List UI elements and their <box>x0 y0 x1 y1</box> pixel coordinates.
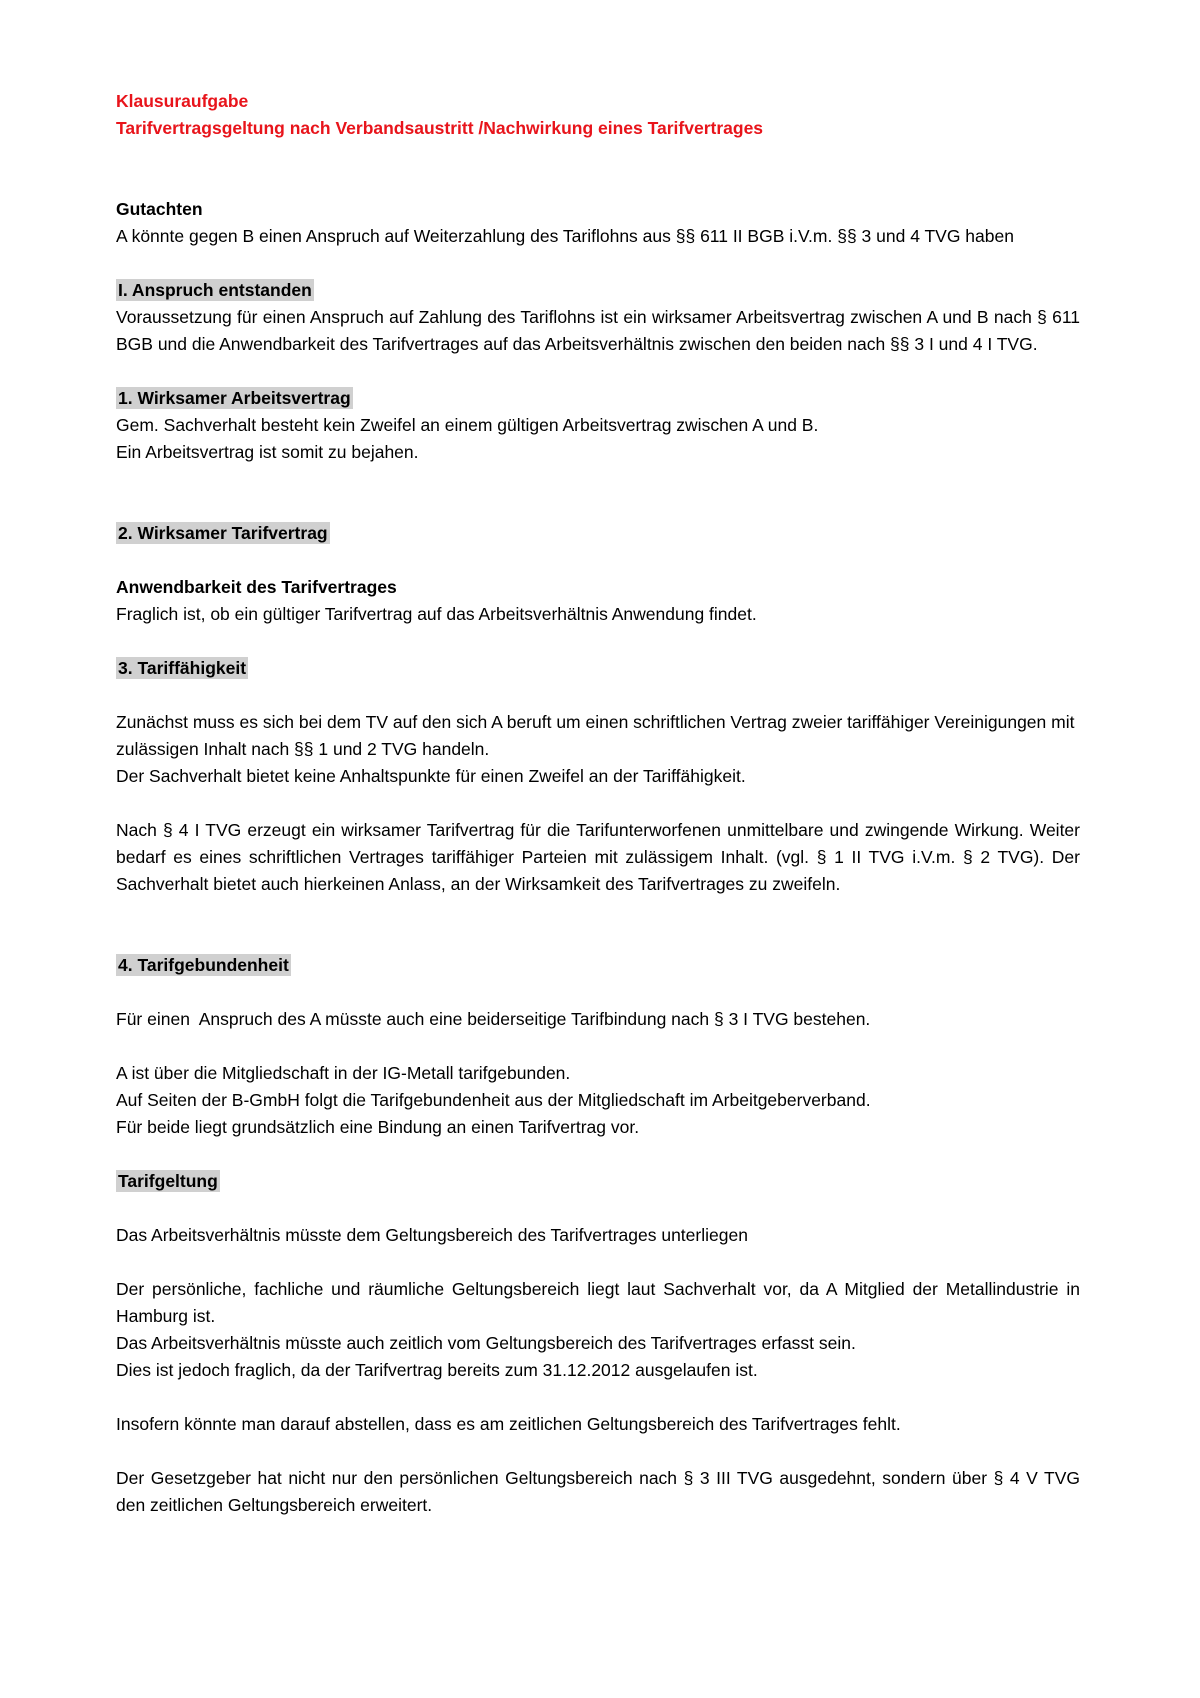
tarifgebundenheit-heading: 4. Tarifgebundenheit <box>118 955 289 975</box>
anwendbarkeit-text: Fraglich ist, ob ein gültiger Tarifvertrag auf das Arbeitsverhältnis Anwendung findet. <box>116 604 757 624</box>
document-body <box>116 88 1080 1519</box>
tariffaehigkeit-para-1: Zunächst muss es sich bei dem TV auf den sich A beruft um einen schriftlichen Vertrag zweier tariffähiger Vereinigungen mit zulässigen Inhalt nach §§ 1 und 2 TVG handeln. <box>116 712 1075 759</box>
tarifgeltung-para-6: Der Gesetzgeber hat nicht nur den persönlichen Geltungsbereich nach § 3 III TVG ausgedehnt, sondern über § 4 V TVG den zeitlichen Geltungsbereich erweitert. <box>116 1468 1080 1515</box>
tarifgebundenheit-para-1: Für einen Anspruch des A müsste auch eine beiderseitige Tarifbindung nach § 3 I TVG bestehen. <box>116 1009 871 1029</box>
section-1-text: Voraussetzung für einen Anspruch auf Zahlung des Tariflohns ist ein wirksamer Arbeitsvertrag zwischen A und B nach § 611 BGB und die Anwendbarkeit des Tarifvertrages auf das Arbeitsverhältnis zwischen den beiden nach §§ 3 I und 4 I TVG. <box>116 307 1080 354</box>
tariffaehigkeit-para-2: Der Sachverhalt bietet keine Anhaltspunkte für einen Zweifel an der Tariffähigkeit. <box>116 766 746 786</box>
tariffaehigkeit-heading: 3. Tariffähigkeit <box>118 658 247 678</box>
tarifgebundenheit-line-1: A ist über die Mitgliedschaft in der IG-Metall tarifgebunden. <box>116 1063 571 1083</box>
document-title: Klausuraufgabe <box>116 91 249 111</box>
tarifvertrag-heading: 2. Wirksamer Tarifvertrag <box>118 523 328 543</box>
tarifgeltung-heading: Tarifgeltung <box>118 1171 218 1191</box>
arbeitsvertrag-heading: 1. Wirksamer Arbeitsvertrag <box>118 388 351 408</box>
document-subtitle: Tarifvertragsgeltung nach Verbandsaustritt /Nachwirkung eines Tarifvertrages <box>116 118 764 138</box>
section-1-heading: I. Anspruch entstanden <box>118 280 312 300</box>
tarifgeltung-para-1: Das Arbeitsverhältnis müsste dem Geltungsbereich des Tarifvertrages unterliegen <box>116 1225 748 1245</box>
tarifgeltung-para-4: Dies ist jedoch fraglich, da der Tarifvertrag bereits zum 31.12.2012 ausgelaufen ist. <box>116 1360 758 1380</box>
tarifgeltung-para-2: Der persönliche, fachliche und räumliche Geltungsbereich liegt laut Sachverhalt vor, da A Mitglied der Metallindustrie in Hamburg ist. <box>116 1279 1080 1326</box>
gutachten-heading: Gutachten <box>116 199 203 219</box>
tarifgebundenheit-line-2: Auf Seiten der B-GmbH folgt die Tarifgebundenheit aus der Mitgliedschaft im Arbeitgeberverband. <box>116 1090 871 1110</box>
tarifgebundenheit-line-3: Für beide liegt grundsätzlich eine Bindung an einen Tarifvertrag vor. <box>116 1117 640 1137</box>
arbeitsvertrag-line-1: Gem. Sachverhalt besteht kein Zweifel an einem gültigen Arbeitsvertrag zwischen A und B. <box>116 415 819 435</box>
tariffaehigkeit-para-3: Nach § 4 I TVG erzeugt ein wirksamer Tarifvertrag für die Tarifunterworfenen unmittelbare und zwingende Wirkung. Weiter bedarf es eines schriftlichen Vertrages tariffähiger Parteien mit zulässigem Inhalt. (vgl. § 1 II TVG i.V.m. § 2 TVG). Der Sachverhalt bietet auch hierkeinen Anlass, an der Wirksamkeit des Tarifvertrages zu zweifeln. <box>116 820 1080 894</box>
gutachten-text: A könnte gegen B einen Anspruch auf Weiterzahlung des Tariflohns aus §§ 611 II BGB i.V.m. §§ 3 und 4 TVG haben <box>116 226 1014 246</box>
tarifgeltung-para-3: Das Arbeitsverhältnis müsste auch zeitlich vom Geltungsbereich des Tarifvertrages erfasst sein. <box>116 1333 856 1353</box>
tarifgeltung-para-5: Insofern könnte man darauf abstellen, dass es am zeitlichen Geltungsbereich des Tarifvertrages fehlt. <box>116 1414 901 1434</box>
anwendbarkeit-heading: Anwendbarkeit des Tarifvertrages <box>116 577 397 597</box>
arbeitsvertrag-line-2: Ein Arbeitsvertrag ist somit zu bejahen. <box>116 442 419 462</box>
